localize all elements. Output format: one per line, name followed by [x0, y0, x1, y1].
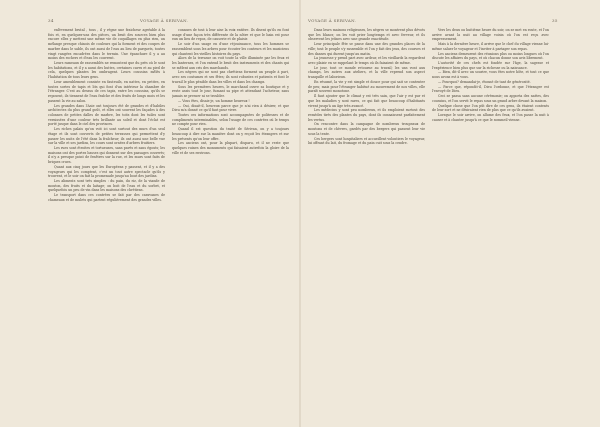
text-column	[172, 28, 289, 406]
paragraph: Les rues sont étroites et tortueuses, sans pavés et sans égouts; les maisons ont des portes basses qui donnent sur des passages couverts; il n'y a presque point de fenêtres sur la rue, et les murs sont faits de briques crues.	[48, 145, 165, 165]
paragraph: Les anciens demeurent des réunions plus ou moins longues où l'on discute les affaires du pays, et où chacun donne son avis librement.	[432, 51, 549, 61]
paragraph: connues de tout à leur aise la voix entière. Ils disent qu'ils en font usage d'une façon très différente de la nôtre et que le bain est pour eux un lieu de repos, de causerie et de plaisir.	[172, 28, 289, 42]
paragraph: Le transport dans ces contrées se fait par des caravanes de chameaux et de mulets qui partent régulièrement des grandes villes.	[48, 193, 165, 202]
right-page	[300, 0, 600, 427]
paragraph: — Pourquoi? demandai-je, étonné de tant de générosité.	[438, 79, 531, 84]
paragraph: Quant aux cinq jours que les Européens y passent, et il y a des voyageurs qui les comptent, c'est un tout autre spectacle qu'ils y trouvent, et le soir on fait la promenade jusqu'au bout des jardins.	[48, 164, 165, 179]
paragraph: Mais à la dernière heure, il arrive que le chef du village vienne lui-même saluer le voyageur et l'inviter à partager son repas.	[432, 42, 549, 51]
paragraph: Leur ameublement consiste en fauteuils, en nattes, en petites, en toutes sortes de tapis et lits qui font d'un intérieur la chambre de l'étranger. C'est au dessus de ces tapis, entre les coussins, qu'ils se reposent, ils tiennent de l'eau fraîche et des fruits de longs mois et les passent la vie au salon.	[48, 79, 165, 103]
paragraph: On rencontre dans la campagne de nombreux troupeaux de moutons et de chèvres, gardés par des bergers qui passent leur vie sous la tente.	[308, 122, 425, 136]
paragraph: Ces bergers sont hospitaliers et accueillent volontiers le voyageur, lui offrant du lait, du fromage et du pain cuit sous la cendre.	[308, 136, 425, 146]
paragraph: Toutes ces informations sont accompagnées de politesses et de compliments interminables, selon l'usage de ces contrées où le temps ne compte pour rien.	[172, 112, 289, 127]
paragraph: L'autorité de ces chefs est fondée sur l'âge, la sagesse et l'expérience bien plus que sur la richesse ou la naissance.	[432, 61, 549, 70]
paragraph: Les nègres qui ne sont pas chrétiens forment un peuple à part, avec ses coutumes et ses fêtes; ils sont robustes et patients et font le travail le plus pénible dans les villes et dans les champs.	[172, 70, 289, 84]
paragraph: Vers les deux ou huitième heure du soir, on se met en route, et l'on arrive avant la nuit au village voisin où l'on est reçu avec empressement.	[432, 28, 549, 42]
text-column	[432, 28, 549, 406]
paragraph: Quand il est question du traité de Sérivan, on y a toujours beaucoup à dire sur la manière dont on y reçoit les étrangers et sur les présents qu'on leur offre.	[172, 127, 289, 141]
paragraph: Le jour, tout ce monde retourne au travail; les uns vont aux champs, les autres aux ateliers, et la ville reprend son aspect tranquille et laborieux.	[308, 65, 425, 80]
paragraph: En résumé, la vie y est simple et douce pour qui sait se contenter de peu; mais pour l'étranger habitué au mouvement de nos villes, elle paraît souvent monotone.	[308, 79, 425, 94]
paragraph: Dans leurs maisons religieuses, les nègres se montrent plus dévots que les blancs; on les voit prier longtemps et avec ferveur, et ils observent les jeûnes avec une grande exactitude.	[308, 28, 425, 42]
paragraph: Sous les premières heures, le marchand ouvre sa boutique et y reste assis tout le jour, fumant sa pipe et attendant l'acheteur, sans jamais se presser ni se troubler.	[172, 84, 289, 99]
paragraph: Le soir d'un usage en d'une réjouissance, tous les hommes se rassemblent sous les arbres pour écouter les conteurs et les musiciens qui chantent les vieilles histoires du pays.	[172, 42, 289, 56]
paragraph: — Bien, dit-il avec un sourire, vous êtes notre hôte, et tout ce que nous avons est à vous.	[432, 70, 549, 80]
paragraph: Alors de la terrasse on voit toute la ville illuminée par les feux et les lanternes, et l'on entend le bruit des instruments et des chants qui se mêlent aux cris des marchands.	[172, 56, 289, 70]
paragraph: La jeunesse y prend part avec ardeur, et les vieillards la regardent avec plaisir en se rappelant le temps où ils faisaient de même.	[308, 56, 425, 66]
page-number: 34	[48, 18, 54, 23]
paragraph: Il faut ajouter que le climat y est très sain, que l'air y est pur et que les maladies y sont rares, ce qui fait que beaucoup d'habitants vivent jusqu'à un âge très avancé.	[308, 94, 425, 108]
paragraph: Quelque chose que l'on pût dire de ces gens, ils étaient contents de leur sort et ne désiraient rien de plus que ce qu'ils avaient.	[432, 103, 549, 113]
paragraph: enlèvement brutal , tous , il y règne une fraicheur agréable à la fois et, en quelques-uns des pièces, un bruit des sources bien plus encore elles y mettent une même vie de coquillages en plus rien, un mélange presque chinois de couleurs qui la forment et des coupes de marbre dans le sable, ils ont aussi de l'eau au lieu de parquets, toutes vingt rangées encadrées dans le terrain. Une épanchure il y a au moins des rochers et d'eau les couvrent.	[48, 28, 165, 61]
paragraph: Les grandes dans l'Asie ont toujours été de grandes et d'habiles architectes du plus grand goût, et elles ont souvent les façades à des colonnes de petites dalles de marbre, les toits dont les tuiles sont vernissées d'une couleur très brillante au soleil et dont l'éclat est porté jusque dans le ciel des provinces.	[48, 103, 165, 127]
paragraph: Les riches palais qu'on voit ici sont surtout des murs d'un seul étage et ils sont couverts de petites terrasses qui permettent d'y passer les nuits de l'été dans la fraîcheur; ils ont aussi une belle vue sur la ville et ses jardins, les cours sont ornées d'arbres fruitiers.	[48, 127, 165, 146]
running-title: VOYAGE À SERIVAN.	[140, 18, 189, 23]
running-title: VOYAGE À SERIVAN.	[308, 18, 357, 23]
paragraph: — Parce que, répondit-il, Dieu l'ordonne, et que l'étranger est l'envoyé de Dieu.	[432, 84, 549, 94]
paragraph: Les médecins y sont peu nombreux, et ils emploient surtout des remèdes tirés des plantes du pays, dont ils connaissent parfaitement les vertus.	[308, 108, 425, 122]
paragraph: Les aliments sont très simples : du pain, du riz, de la viande de mouton, des fruits et du laitage; on boit de l'eau et du sorbet, et quelquefois un peu de vin dans les maisons des chrétiens.	[48, 179, 165, 193]
paragraph: — Vous êtes, disais-je, un homme heureux !	[178, 98, 250, 103]
paragraph: Les anciens ont, pour la plupart, disparu, et il ne reste que quelques ruines des monuments qui faisaient autrefois la gloire de la ville et de ses environs.	[172, 141, 289, 155]
text-column	[308, 28, 425, 406]
paragraph: Ceci se passa sans aucune cérémonie; on apporta des nattes, des coussins, et l'on servit le repas sous un grand arbre devant la maison.	[432, 94, 549, 103]
paragraph: Lorsque le soir arrive, on allume des feux, et l'on passe la nuit à causer et à chanter jusqu'à ce que le sommeil vienne.	[432, 112, 549, 122]
paragraph: — Oui, disait-il, heureux parce que je n'ai rien à désirer, et que Dieu m'a donné ce qu'il faut pour vivre.	[172, 103, 289, 113]
text-column	[48, 28, 165, 406]
paragraph: Leur principale fête se passe dans une des grandes places de la ville; tout le peuple s'y rassemble et l'on y fait des jeux, des courses et des danses qui durent jusqu'au matin.	[308, 42, 425, 56]
page-number: 35	[552, 18, 558, 23]
paragraph: Leurs rameaux de rassemblés ne remontent que du près où le sont les habitations, et il y a aussi des huttes, certaines caves et au pied de cela, quelques plantes les ombragent. Leurs coussins mêlés à l'habitation de tous leurs gens.	[48, 61, 165, 80]
